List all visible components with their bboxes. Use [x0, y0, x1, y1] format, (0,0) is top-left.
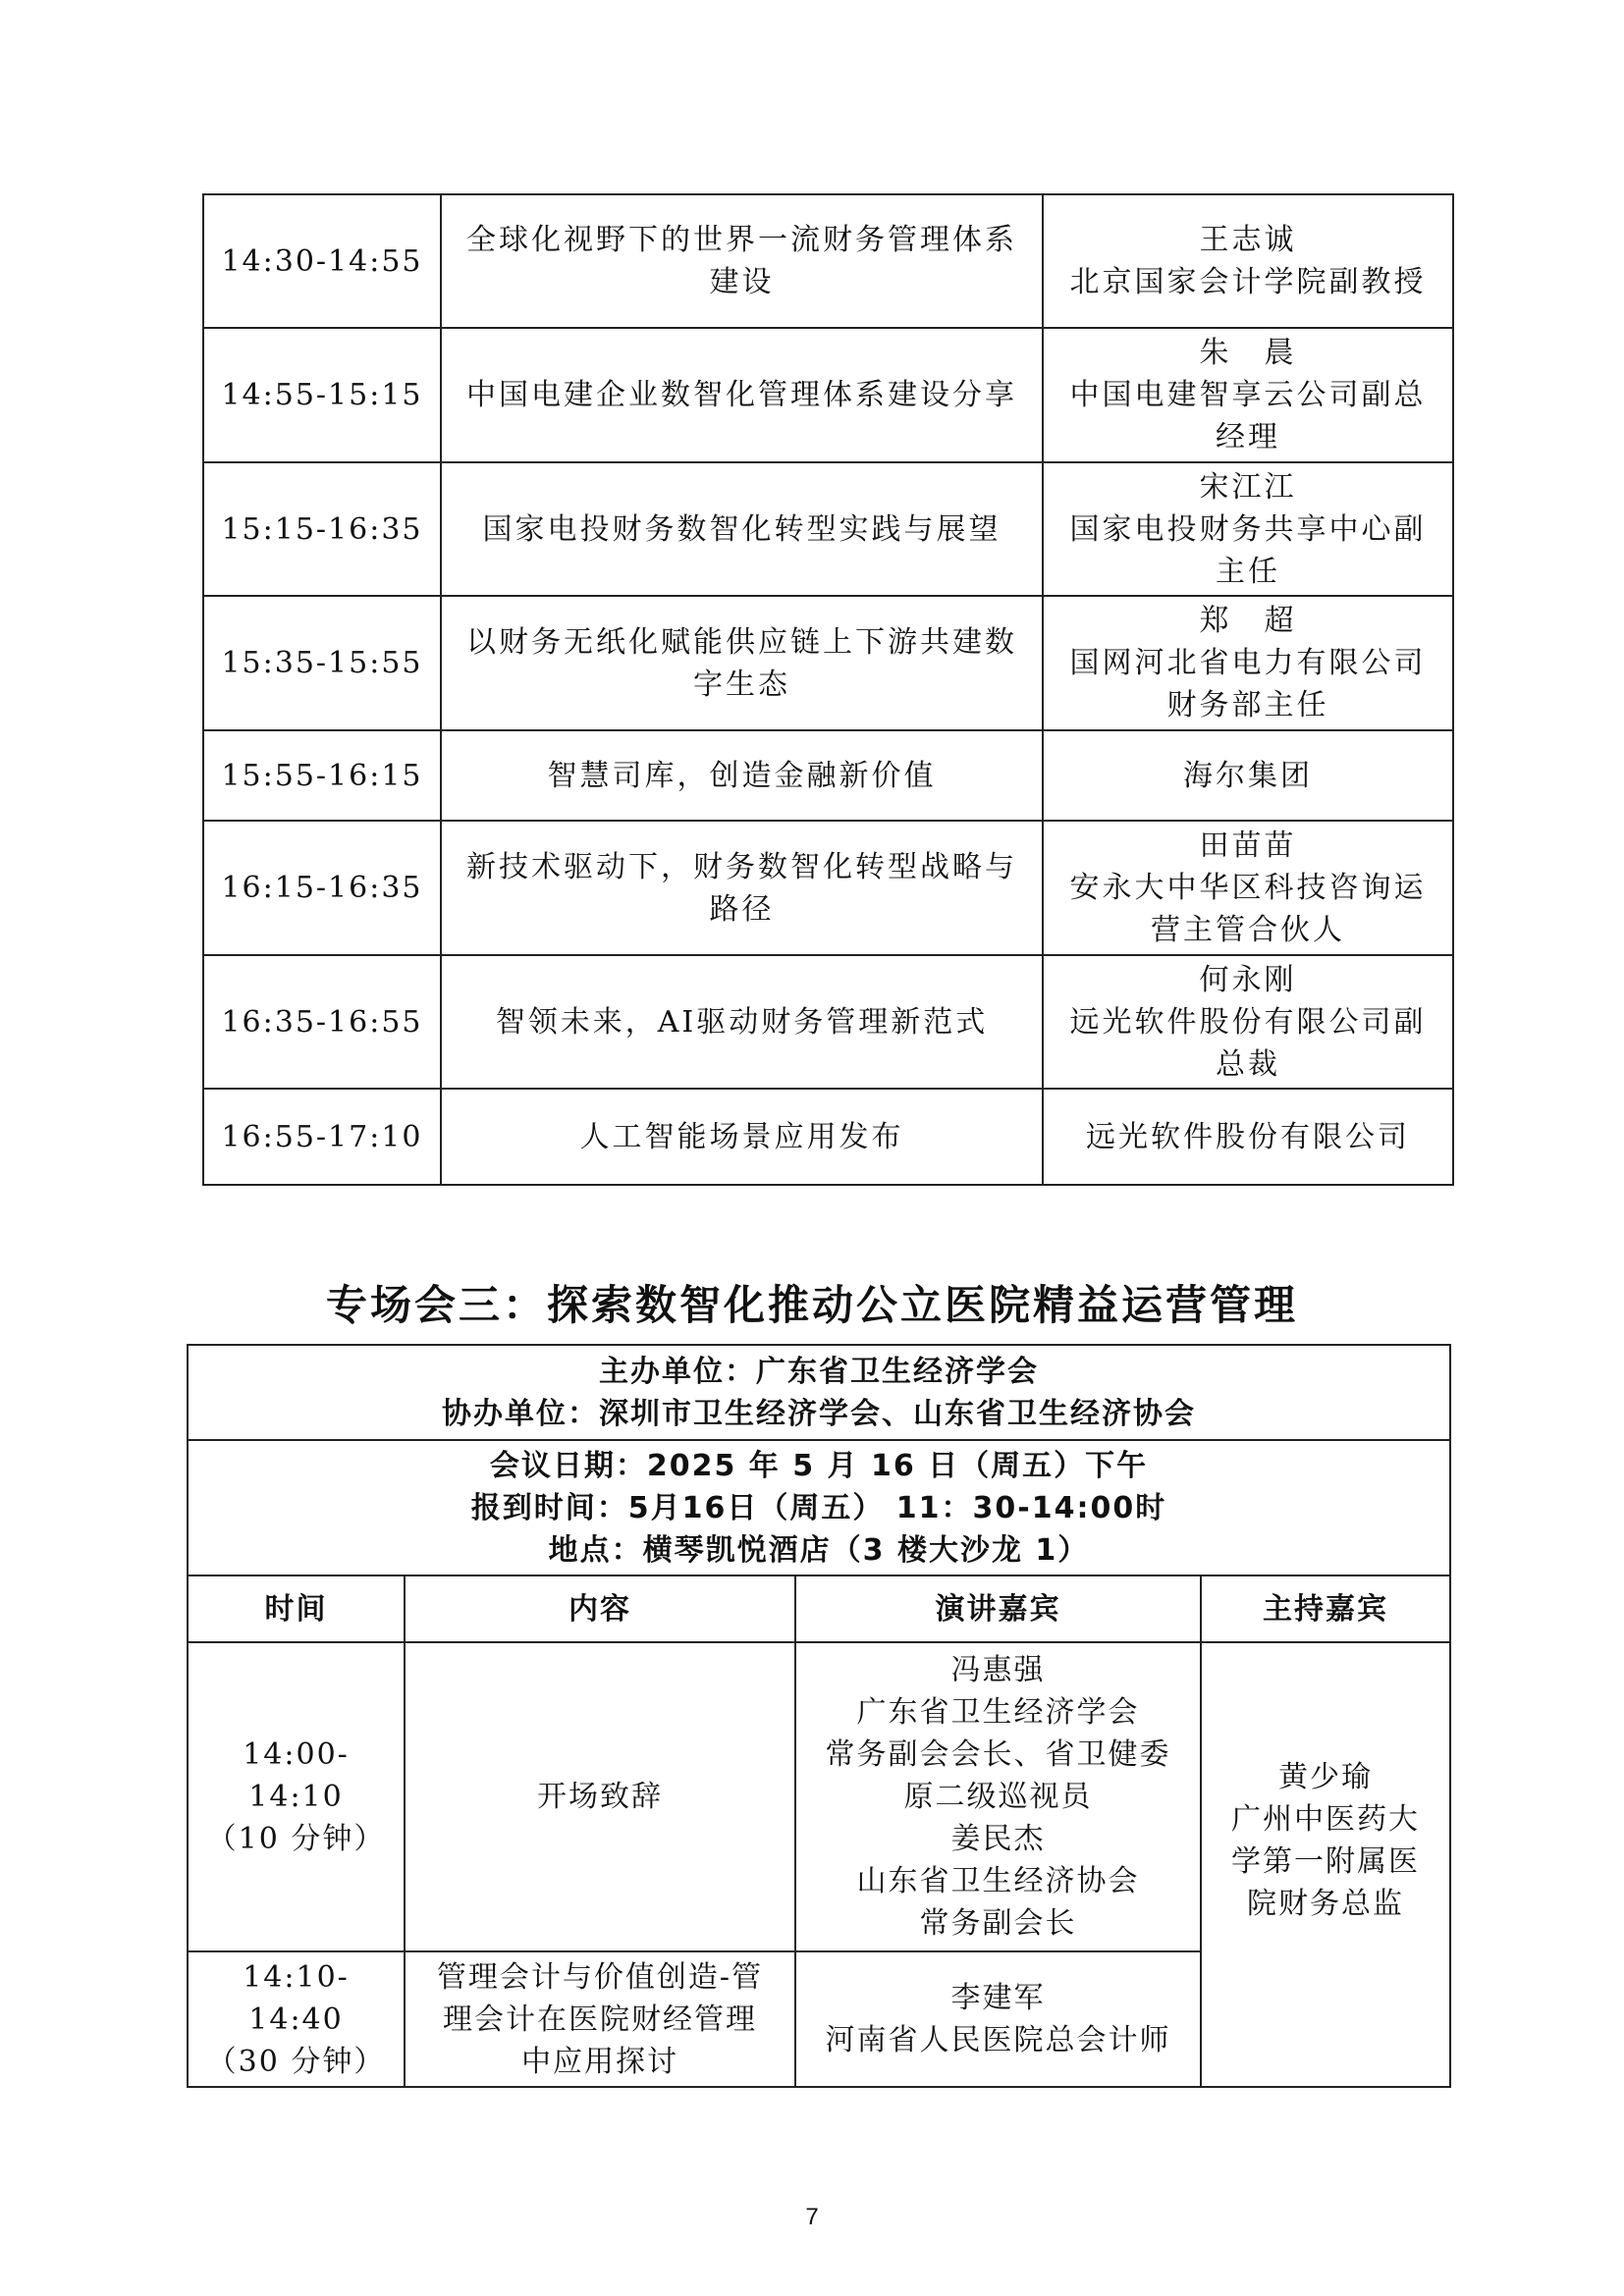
page-number: 7 [805, 2204, 819, 2230]
table-row [203, 194, 1453, 328]
speaker-cell: 田苗苗 安永大中华区科技咨询运 营主管合伙人 [1043, 821, 1453, 955]
table-row [203, 328, 1453, 462]
time-cell: 15:15-16:35 [203, 462, 441, 596]
time-cell: 14:10-14:40 （30 分钟） [188, 1951, 405, 2087]
organizer-cell [188, 1345, 1450, 1440]
speaker-cell: 海尔集团 [1043, 730, 1453, 821]
topic-cell: 以财务无纸化赋能供应链上下游共建数 字生态 [441, 596, 1043, 730]
schedule-table [202, 193, 1454, 1186]
topic-cell: 全球化视野下的世界一流财务管理体系 建设 [441, 194, 1043, 328]
organizer: 主办单位：广东省卫生经济学会 [599, 1354, 1039, 1389]
speaker-cell: 何永刚 远光软件股份有限公司副 总裁 [1043, 955, 1453, 1089]
speaker-cell: 远光软件股份有限公司 [1043, 1089, 1453, 1185]
speaker-cell: 宋江江 国家电投财务共享中心副 主任 [1043, 462, 1453, 596]
topic-cell: 人工智能场景应用发布 [441, 1089, 1043, 1185]
table-row [203, 596, 1453, 730]
session-table [187, 1344, 1451, 2088]
header-content: 内容 [405, 1575, 795, 1642]
content-cell: 管理会计与价值创造-管 理会计在医院财经管理 中应用探讨 [405, 1951, 795, 2087]
content-cell: 开场致辞 [405, 1642, 795, 1951]
topic-cell: 智慧司库，创造金融新价值 [441, 730, 1043, 821]
time-cell: 16:55-17:10 [203, 1089, 441, 1185]
topic-cell: 国家电投财务数智化转型实践与展望 [441, 462, 1043, 596]
header-time: 时间 [188, 1575, 405, 1642]
speaker-cell: 李建军 河南省人民医院总会计师 [795, 1951, 1201, 2087]
table-row [203, 955, 1453, 1089]
table-row [203, 730, 1453, 821]
info-cell [188, 1440, 1450, 1575]
registration-time: 报到时间：5月16日（周五） 11：30-14:00时 [470, 1490, 1167, 1525]
table-row [203, 1089, 1453, 1185]
table-row [203, 462, 1453, 596]
host-cell: 黄少瑜 广州中医药大 学第一附属医 院财务总监 [1201, 1642, 1450, 2087]
time-cell: 15:55-16:15 [203, 730, 441, 821]
meeting-date: 会议日期：2025 年 5 月 16 日（周五）下午 [489, 1448, 1149, 1483]
table-row [203, 821, 1453, 955]
organizer-row [188, 1345, 1450, 1440]
time-cell: 16:35-16:55 [203, 955, 441, 1089]
time-cell: 14:00-14:10 （10 分钟） [188, 1642, 405, 1951]
speaker-cell: 郑 超 国网河北省电力有限公司 财务部主任 [1043, 596, 1453, 730]
speaker-cell: 王志诚 北京国家会计学院副教授 [1043, 194, 1453, 328]
header-host: 主持嘉宾 [1201, 1575, 1450, 1642]
speaker-cell: 冯惠强 广东省卫生经济学会 常务副会会长、省卫健委 原二级巡视员 姜民杰 山东省卫生经济协会 常务副会长 [795, 1642, 1201, 1951]
table-row [188, 1642, 1450, 1951]
header-row [188, 1575, 1450, 1642]
speaker-cell: 朱 晨 中国电建智享云公司副总 经理 [1043, 328, 1453, 462]
header-speaker: 演讲嘉宾 [795, 1575, 1201, 1642]
location: 地点：横琴凯悦酒店（3 楼大沙龙 1） [548, 1532, 1090, 1568]
time-cell: 14:55-15:15 [203, 328, 441, 462]
topic-cell: 智领未来，AI驱动财务管理新范式 [441, 955, 1043, 1089]
time-cell: 16:15-16:35 [203, 821, 441, 955]
time-cell: 15:35-15:55 [203, 596, 441, 730]
time-cell: 14:30-14:55 [203, 194, 441, 328]
session-title: 专场会三：探索数智化推动公立医院精益运营管理 [325, 1281, 1298, 1329]
co-organizer: 协办单位：深圳市卫生经济学会、山东省卫生经济协会 [442, 1396, 1196, 1431]
topic-cell: 中国电建企业数智化管理体系建设分享 [441, 328, 1043, 462]
info-row [188, 1440, 1450, 1575]
topic-cell: 新技术驱动下，财务数智化转型战略与 路径 [441, 821, 1043, 955]
